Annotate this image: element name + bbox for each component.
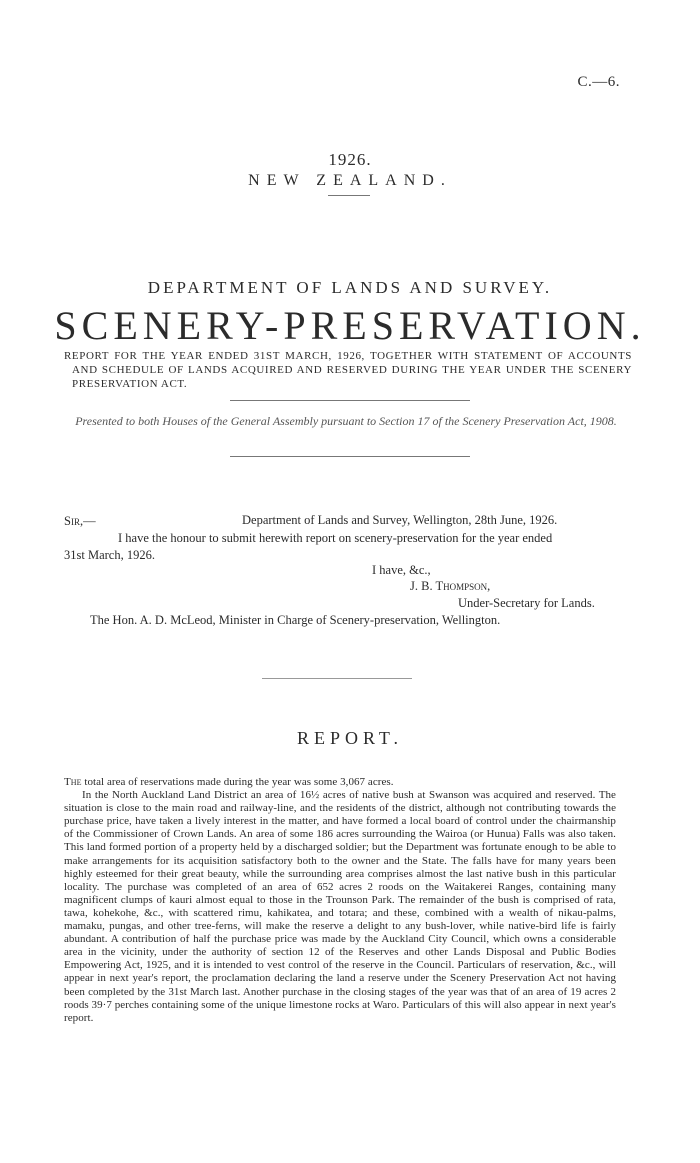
letter-signatory-title: Under-Secretary for Lands.	[458, 596, 595, 610]
report-subtitle: REPORT FOR THE YEAR ENDED 31ST MARCH, 1926, TOGETHER WITH STATEMENT OF ACCOUNTS AND SCHEDULE OF LANDS ACQUIRED AND RESERVED DURING THE YEAR UNDER THE SCENERY PRESERVATION ACT.	[64, 350, 632, 390]
department-heading: DEPARTMENT OF LANDS AND SURVEY.	[147, 278, 553, 297]
divider-mid	[262, 678, 412, 679]
document-reference: C.—6.	[577, 74, 620, 90]
paragraph-1-text: total area of reservations made during the year was some 3,067 acres.	[81, 776, 394, 788]
report-heading: REPORT.	[296, 728, 404, 748]
letter-closing: I have, &c.,	[372, 563, 431, 577]
letter-signatory	[410, 579, 490, 594]
report-paragraph-1	[64, 776, 616, 789]
report-body	[64, 776, 616, 1025]
divider-presented-top	[230, 400, 470, 401]
letter-addressee: The Hon. A. D. McLeod, Minister in Charge of Scenery-preservation, Wellington.	[90, 613, 501, 627]
letter-body-line-2: 31st March, 1926.	[64, 548, 155, 562]
signatory-name: J. B. Thompson,	[410, 579, 491, 593]
letter-address-date: Department of Lands and Survey, Wellington, 28th June, 1926.	[242, 513, 558, 527]
country-heading: NEW ZEALAND.	[248, 172, 452, 189]
divider-short-top	[328, 195, 370, 196]
divider-presented-bottom	[230, 456, 470, 457]
letter-body-line-1: I have the honour to submit herewith report on scenery-preservation for the year ended	[118, 531, 553, 545]
presentation-note: Presented to both Houses of the General Assembly pursuant to Section 17 of the Scenery Preservation Act, 1908.	[75, 414, 617, 428]
report-year: 1926.	[328, 150, 372, 169]
page-title: SCENERY-PRESERVATION.	[54, 303, 646, 348]
paragraph-lead-word: The	[64, 776, 82, 788]
letter-salutation: Sir,—	[64, 514, 96, 528]
report-paragraph-2: In the North Auckland Land District an area of 16½ acres of native bush at Swanson was acquired and reserved. The situation is close to the main road and railway-line, and the residents of the district, although not contributing towards the purchase price, have taken a lively interest in the matter, and have formed a local board of control under the chairmanship of the Commissioner of Crown Lands. An area of some 186 acres surrounding the Wairoa (or Hunua) Falls was also taken. This land formed portion of a property held by a discharged soldier; but the Department was fortunate enough to be able to make arrangements for its acquisition satisfactory both to the owner and the State. The falls have for many years been highly esteemed for their great beauty, while the surrounding area comprises almost the last native bush in this particular locality. The purchase was completed of an area of 652 acres 2 roods on the Waitakerei Ranges, containing many magnificent clumps of kauri almost equal to those in the Trounson Park. The remainder of the bush is comprised of rata, tawa, kohekohe, &c., with scattered rimu, kahikatea, and totara; and these, combined with a wealth of nikau-palms, mamaku, pungas, and other tree-ferns, will make the reserve a delight to any bush-lover, while native-bird life is fairly abundant. A contribution of half the purchase price was made by the Auckland City Council, which owns a considerable area in the vicinity, under the authority of section 12 of the Reserves and other Lands Disposal and Public Bodies Empowering Act, 1925, and it is intended to vest control of the reserve in the Council. Particulars of reservation, &c., will appear in next year's report, the proclamation declaring the land a reserve under the Scenery Preservation Act not having been completed by the 31st March last. Another purchase in the closing stages of the year was that of an area of 19 acres 2 roods 39·7 perches containing some of the unique limestone rocks at Waro. Particulars of this will also appear in next year's report.	[64, 789, 616, 1024]
